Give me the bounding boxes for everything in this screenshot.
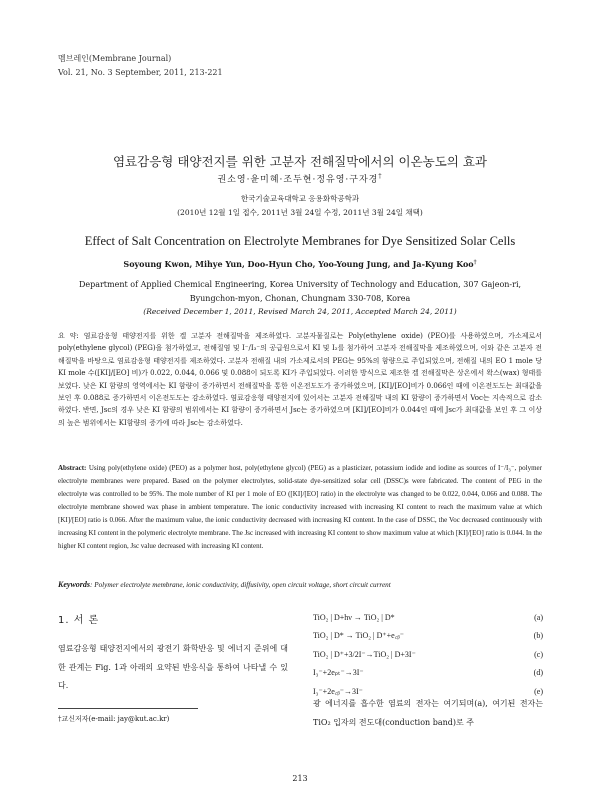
reaction-equation: I₃⁻+2e꜀ᵦ⁻→3I⁻ (313, 686, 363, 696)
reaction-equation: TiO₂ | D+hν → TiO₂ | D* (313, 612, 395, 622)
corresponding-mark-en: † (473, 259, 477, 266)
english-authors (0, 259, 600, 269)
english-abstract-label: Abstract: (58, 464, 87, 472)
journal-header (58, 52, 223, 80)
reaction-equation: I₃⁻+2eₚₜ⁻→3I⁻ (313, 668, 364, 678)
section-heading: 1. 서 론 (58, 615, 100, 626)
affiliation-line-1: Department of Applied Chemical Engineering, Korea University of Technology and Education, 307 Gajeon-ri, (78, 280, 522, 289)
reaction-a (313, 608, 543, 627)
reaction-label: (b) (533, 631, 543, 641)
corresponding-mark: † (378, 173, 383, 180)
keywords-label: Keywords (58, 580, 90, 589)
korean-title: 염료감응형 태양전지를 위한 고분자 전해질막에서의 이온농도의 효과 (112, 154, 488, 169)
korean-authors (0, 172, 600, 185)
right-column-text: 광 에너지를 흡수한 염료의 전자는 여기되며(a), 여기된 전자는 TiO₂ 입자의 전도대(conduction band)로 주 (313, 699, 543, 727)
reaction-label: (c) (534, 649, 543, 659)
affiliation-line-2: Byungchon-myon, Chonan, Chungnam 330-708, Korea (189, 294, 411, 303)
reaction-b (313, 627, 543, 646)
korean-author-list: 권소영·윤미혜·조두현·정유영·구자경 (217, 175, 379, 185)
english-title: Effect of Salt Concentration on Electrolyte Membranes for Dye Sensitized Solar Cells (84, 234, 516, 248)
reaction-label: (a) (534, 612, 543, 622)
keywords (58, 580, 542, 589)
footnote-rule (58, 708, 198, 709)
footnote: †교신저자(e-mail: jay@kut.ac.kr) (58, 715, 170, 723)
reaction-label: (e) (534, 686, 543, 696)
korean-abstract (58, 330, 542, 429)
english-author-list: Soyoung Kwon, Mihye Yun, Doo-Hyun Cho, Yoo-Young Jung, and Ja-Kyung Koo (123, 259, 474, 269)
korean-abstract-text: 염료감응형 태양전지를 위한 겔 고분자 전해질막을 제조하였다. 고분자물질로는 Poly(ethylene oxide) (PEO)를 사용하였으며, 가소제로서 poly(ethylene glycol) (PEG)을 첨가하였고, 전해질염 및 I⁻/I₃⁻의 공급원으로서 KI 및 I₂를 첨가하여 고분자 전해질막을 제조하였으며, 이와 같은 고분자 전해질막을 바탕으로 염료감응형 태양전지를 제조하였다. 고분자 전해질 내의 가소제로서의 PEG는 95%의 함량으로 주입되었으며, 전해질 내의 EO 1 mole 당 KI mole 수([KI]/[EO] 비)가 0.022, 0.044, 0.066 및 0.088이 되도록 KI가 주입되었다. 이러한 방식으로 제조한 겔 전해질막은 상온에서 왁스(wax) 형태를 보였다. 낮은 KI 함량의 영역에서는 KI 함량이 증가하면서 전해질막을 통한 이온전도도가 증가하였으며, [KI]/[EO]비가 0.066인 때에 이온전도도는 최대값을 보인 후 0.088로 증가하면서 이온전도도는 감소하였다. 염료감응형 태양전지에 있어서는 고분자 전해질막 내의 KI 함량이 증가하면서 Voc는 지속적으로 감소하였다. 반면, Jsc의 경우 낮은 KI 함량의 범위에서는 KI 함량이 증가하면서 Jsc는 증가하였으며 [KI]/[EO]비가 0.044인 때에 Jsc가 최대값을 보인 후 그 이상의 높은 범위에서는 KI함량의 증가에 따라 Jsc는 감소하였다. (58, 332, 542, 427)
reaction-label: (d) (533, 668, 543, 678)
journal-volume: Vol. 21, No. 3 September, 2011, 213-221 (58, 68, 223, 77)
english-affiliation (40, 278, 560, 306)
english-abstract (58, 462, 542, 553)
page-number: 213 (292, 774, 308, 783)
korean-dates: (2010년 12월 1일 접수, 2011년 3월 24일 수정, 2011년 3월 24일 채택) (177, 208, 423, 217)
keywords-text: : Polymer electrolyte membrane, ionic conductivity, diffusivity, open circuit voltage, short circuit current (90, 581, 391, 589)
reaction-list (313, 608, 543, 701)
reaction-c (313, 645, 543, 664)
reaction-equation: TiO₂ | D* → TiO₂ | D⁺+e꜀ᵦ⁻ (313, 631, 404, 641)
korean-abstract-label: 요 약: (58, 332, 79, 340)
reaction-equation: TiO₂ | D⁺+3/2I⁻→TiO₂ | D+3I⁻ (313, 649, 416, 659)
korean-affiliation: 한국기술교육대학교 응용화학공학과 (240, 194, 360, 203)
reaction-d (313, 664, 543, 683)
english-abstract-text: Using poly(ethylene oxide) (PEO) as a polymer host, poly(ethylene glycol) (PEG) as a plasticizer, potassium iodide and iodine as sources of I⁻/I₃⁻, polymer electrolyte membranes were prepared. Based on the polymer electrolytes, solid-state dye-sensitized solar cell (DSSC)s were fabricated. The content of PEG in the electrolyte was controlled to be 95%. The mole number of KI per 1 mole of EO ([KI]/[EO] ratio) in the electrolyte was changed to be 0.022, 0.044, 0.066 and 0.088. The electrolyte membrane showed wax phase in ambient temperature. The ionic conductivity increased with increasing KI content to reach the maximum value at which [KI]/[EO] ratio is 0.066. After the maximum value, the ionic conductivity decreased with increasing KI content. In the case of DSSC, the Voc decreased continuously with increasing KI content in the polymeric electrolyte membrane. The Jsc increased with increasing KI content to show maximum value at which [KI]/[EO] ratio is 0.044. In the higher KI content region, Jsc value decreased with increasing KI content. (58, 464, 542, 550)
journal-name: 멤브레인(Membrane Journal) (58, 54, 172, 63)
english-dates: (Received December 1, 2011, Revised March 24, 2011, Accepted March 24, 2011) (143, 307, 457, 316)
introduction-text: 염료감응형 태양전지에서의 광전기 화학반응 및 에너지 준위에 대한 관계는 Fig. 1과 아래의 요약된 반응식을 통하여 나타낼 수 있다. (58, 644, 288, 690)
